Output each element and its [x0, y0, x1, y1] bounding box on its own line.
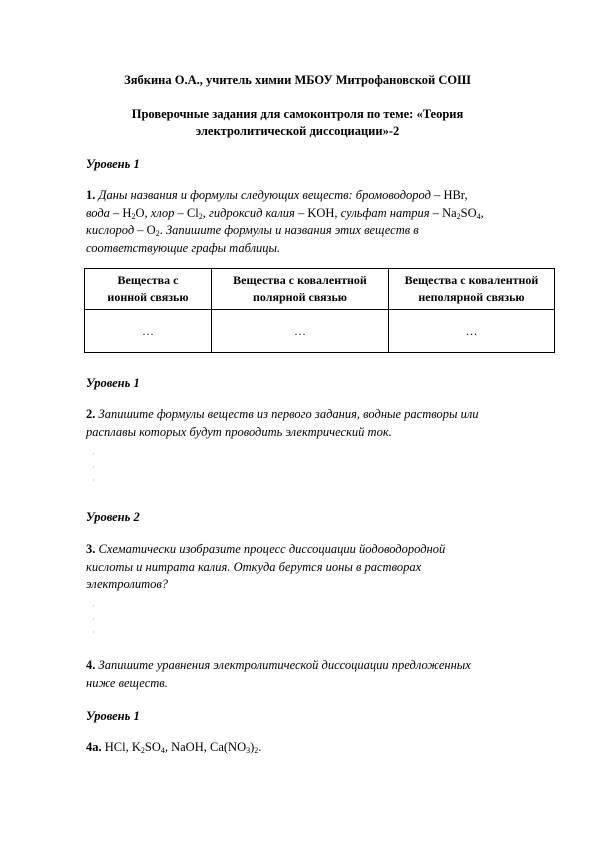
task-1-number: 1. [86, 188, 96, 202]
title-line-2: электролитической диссоциации»-2 [195, 124, 400, 138]
blank-answer-marks-2: · · · [92, 602, 95, 637]
level-heading-2: Уровень 1 [86, 376, 140, 390]
table-cell-ionic[interactable]: … [85, 310, 212, 353]
blank-answer-marks-1: · · · [92, 450, 95, 485]
column-header-covalent-nonpolar: Вещества с ковалентной неполярной связью [389, 269, 555, 310]
task-2-text: 2. Запишите формулы веществ из первого задания, водные растворы или расплавы которых будут проводить электрический ток. [86, 407, 479, 439]
table-row [85, 310, 555, 353]
task-4-text: 4. Запишите уравнения электролитической диссоциации предложенных ниже веществ. [86, 658, 471, 690]
author-line: Зябкина О.А., учитель химии МБОУ Митрофановской СОШ [124, 73, 471, 87]
level-heading-3: Уровень 2 [86, 510, 140, 524]
title-line-1: Проверочные задания для самоконтроля по теме: «Теория [131, 107, 464, 121]
task-4-number: 4. [86, 658, 96, 672]
level-heading-4: Уровень 1 [86, 709, 140, 723]
column-header-covalent-polar: Вещества с ковалентной полярной связью [212, 269, 389, 310]
column-header-ionic: Вещества с ионной связью [85, 269, 212, 310]
task-4a-number: 4а. [86, 740, 102, 754]
table-cell-covalent-polar[interactable]: … [212, 310, 389, 353]
task-4a-text: 4а. HCl, $K_2SO_4$, NaOH, $Ca(NO_3)_2$. [86, 740, 262, 755]
table-cell-covalent-nonpolar[interactable]: … [389, 310, 555, 353]
task-1-text: 1. Даны названия и формулы следующих веществ: бромоводород – HBr, вода – $H_2O$, хлор – $Cl_2$, гидроксид калия – KOH, сульфат натрия – $Na_2SO_4$, кислород – $O_2$. Запишите формулы и названия этих веществ в соответствующие графы таблицы. [86, 188, 484, 255]
table-header-row [85, 269, 555, 310]
task-2-number: 2. [86, 407, 96, 421]
task-3-text: 3. Схематически изобразите процесс диссоциации йодоводородной кислоты и нитрата калия. Откуда берутся ионы в растворах электролитов? [86, 542, 446, 591]
level-heading-1: Уровень 1 [86, 157, 140, 171]
bond-type-table [84, 268, 555, 353]
task-3-number: 3. [86, 542, 96, 556]
